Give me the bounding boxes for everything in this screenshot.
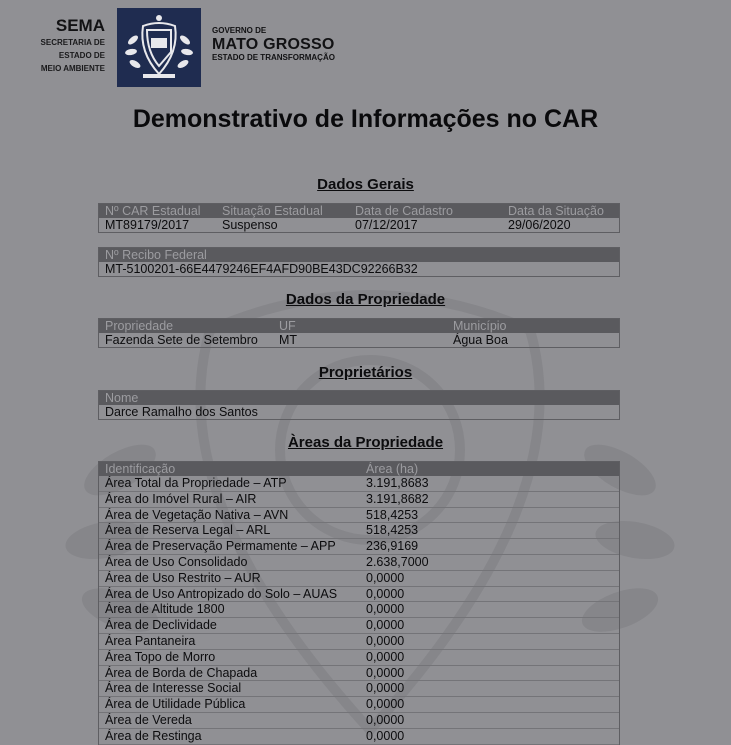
area-hectares: 0,0000 xyxy=(366,728,405,743)
table-row xyxy=(99,523,619,539)
dados-gerais-table xyxy=(98,203,620,233)
column-header: Município xyxy=(453,319,507,333)
section-title-dados-propriedade: Dados da Propriedade xyxy=(285,291,446,308)
area-hectares: 236,9169 xyxy=(366,539,419,554)
page-title: Demonstrativo de Informações no CAR xyxy=(132,105,599,133)
governo-logo-text xyxy=(212,26,335,63)
area-identificacao: Área de Altitude 1800 xyxy=(105,602,225,617)
area-identificacao: Área de Uso Restrito – AUR xyxy=(105,570,261,585)
area-hectares: 0,0000 xyxy=(366,633,405,648)
area-identificacao: Área de Utilidade Pública xyxy=(105,697,246,712)
section-title-areas: Àreas da Propriedade xyxy=(287,434,444,451)
table-header-row xyxy=(99,204,619,218)
table-row xyxy=(99,262,619,276)
mato-grosso-crest-logo xyxy=(117,8,201,87)
gov-line-1: GOVERNO DE xyxy=(212,26,267,35)
table-row xyxy=(99,333,619,347)
recibo-federal-table xyxy=(98,247,620,277)
column-header: Data da Situação xyxy=(508,204,604,218)
areas-table-body xyxy=(99,476,619,745)
area-hectares: 0,0000 xyxy=(366,649,405,664)
gov-line-3: ESTADO DE TRANSFORMAÇÃO xyxy=(212,53,335,62)
table-row xyxy=(99,555,619,571)
propriedade-table xyxy=(98,318,620,348)
area-identificacao: Área de Uso Antropizado do Solo – AUAS xyxy=(105,586,338,601)
area-identificacao: Área Topo de Morro xyxy=(105,649,216,664)
table-row xyxy=(99,587,619,603)
area-identificacao: Área de Vereda xyxy=(105,712,192,727)
table-header-row xyxy=(99,391,619,405)
table-row xyxy=(99,697,619,713)
table-row xyxy=(99,405,619,419)
area-hectares: 0,0000 xyxy=(366,618,405,633)
column-header: Situação Estadual xyxy=(222,204,323,218)
table-row xyxy=(99,713,619,729)
area-identificacao: Área de Preservação Permamente – APP xyxy=(105,539,336,554)
secretaria-line-2: ESTADO DE xyxy=(58,51,105,60)
column-header: Identificação xyxy=(105,462,176,476)
area-identificacao: Área Pantaneira xyxy=(105,633,196,648)
table-row xyxy=(99,476,619,492)
propriedade-value: Fazenda Sete de Setembro xyxy=(105,333,258,347)
area-hectares: 0,0000 xyxy=(366,586,405,601)
table-row xyxy=(99,218,619,232)
table-row xyxy=(99,634,619,650)
area-hectares: 0,0000 xyxy=(366,712,405,727)
area-hectares: 0,0000 xyxy=(366,665,405,680)
table-row xyxy=(99,492,619,508)
areas-table xyxy=(98,461,620,745)
table-row xyxy=(99,618,619,634)
table-header-row xyxy=(99,248,619,262)
area-hectares: 0,0000 xyxy=(366,681,405,696)
column-header: Nº Recibo Federal xyxy=(105,248,207,262)
area-identificacao: Área de Interesse Social xyxy=(105,681,242,696)
area-hectares: 2.638,7000 xyxy=(366,554,429,569)
section-title-dados-gerais: Dados Gerais xyxy=(317,176,414,193)
section-title-proprietarios: Proprietários xyxy=(318,364,413,381)
table-header-row xyxy=(99,319,619,333)
table-row xyxy=(99,508,619,524)
area-identificacao: Área de Vegetação Nativa – AVN xyxy=(105,507,289,522)
table-row xyxy=(99,539,619,555)
column-header: Nº CAR Estadual xyxy=(105,204,201,218)
situacao-value: Suspenso xyxy=(222,218,278,232)
area-identificacao: Área do Imóvel Rural – AIR xyxy=(105,491,257,506)
area-hectares: 518,4253 xyxy=(366,507,419,522)
area-hectares: 0,0000 xyxy=(366,602,405,617)
column-header: Nome xyxy=(105,391,139,405)
gov-line-2: MATO GROSSO xyxy=(212,36,335,53)
secretaria-line-1: SECRETARIA DE xyxy=(40,38,105,47)
area-identificacao: Área Total da Propriedade – ATP xyxy=(105,476,287,490)
table-row xyxy=(99,650,619,666)
table-row xyxy=(99,602,619,618)
table-header-row xyxy=(99,462,619,476)
column-header: Área (ha) xyxy=(366,462,419,476)
area-hectares: 0,0000 xyxy=(366,697,405,712)
sema-title: SEMA xyxy=(55,16,105,35)
recibo-federal-value: MT-5100201-66E4479246EF4AFD90BE43DC92266B32 xyxy=(105,262,418,276)
column-header: Data de Cadastro xyxy=(355,204,453,218)
proprietario-name: Darce Ramalho dos Santos xyxy=(105,405,258,419)
column-header: Propriedade xyxy=(105,319,174,333)
table-row xyxy=(99,729,619,745)
table-row xyxy=(99,571,619,587)
proprietarios-table xyxy=(98,390,620,420)
table-row xyxy=(99,666,619,682)
sema-logo-text xyxy=(41,16,105,75)
area-identificacao: Área de Uso Consolidado xyxy=(105,554,248,569)
area-identificacao: Área de Borda de Chapada xyxy=(105,665,258,680)
area-identificacao: Área de Declividade xyxy=(105,618,217,633)
data-cadastro-value: 07/12/2017 xyxy=(355,218,418,232)
secretaria-line-3: MEIO AMBIENTE xyxy=(40,64,105,73)
area-identificacao: Área de Restinga xyxy=(105,728,202,743)
table-row xyxy=(99,681,619,697)
document-header xyxy=(0,0,731,95)
municipio-value: Água Boa xyxy=(453,333,508,347)
area-hectares: 3.191,8682 xyxy=(366,491,429,506)
column-header: UF xyxy=(279,319,296,333)
area-hectares: 3.191,8683 xyxy=(366,476,429,490)
data-situacao-value: 29/06/2020 xyxy=(508,218,571,232)
uf-value: MT xyxy=(279,333,298,347)
car-estadual-value: MT89179/2017 xyxy=(105,218,190,232)
area-hectares: 518,4253 xyxy=(366,523,419,538)
area-identificacao: Área de Reserva Legal – ARL xyxy=(105,523,271,538)
area-hectares: 0,0000 xyxy=(366,570,405,585)
